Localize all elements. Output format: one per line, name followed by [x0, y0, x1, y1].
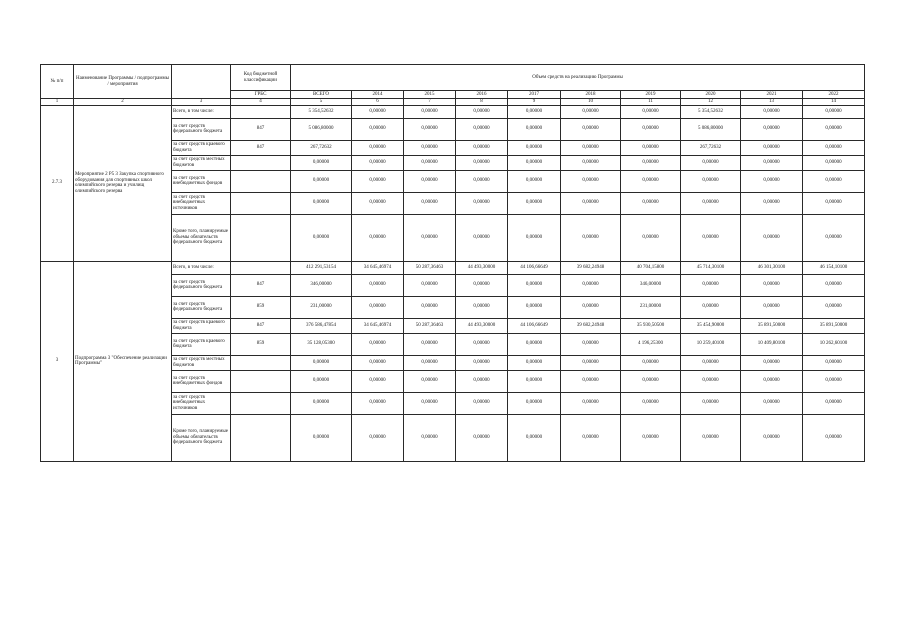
- value-year: 0,00000: [681, 355, 741, 370]
- column-index: 12: [681, 99, 741, 106]
- funding-source: за счет средств внебюджетных источников: [172, 392, 231, 414]
- value-year: 0,00000: [741, 105, 803, 118]
- value-year: 10 409,80100: [741, 333, 803, 355]
- grbs-code: [231, 355, 291, 370]
- value-year: 0,00000: [404, 140, 456, 155]
- value-year: 0,00000: [741, 296, 803, 318]
- value-year: 0,00000: [561, 355, 621, 370]
- value-year: 0,00000: [803, 192, 865, 214]
- value-year: 0,00000: [803, 296, 865, 318]
- table-row: [41, 261, 865, 274]
- value-year: 0,00000: [352, 170, 404, 192]
- grbs-code: 859: [231, 333, 291, 355]
- header-year: 2018: [561, 91, 621, 99]
- value-year: 0,00000: [508, 140, 561, 155]
- table-row: [41, 105, 865, 118]
- value-year: 10 259,40100: [681, 333, 741, 355]
- value-year: 0,00000: [352, 392, 404, 414]
- value-year: 45 714,30100: [681, 261, 741, 274]
- value-year: 0,00000: [741, 214, 803, 261]
- value-total: 346,00000: [291, 274, 352, 296]
- header-grbs: ГРБС: [231, 91, 291, 99]
- funding-source: за счет средств федерального бюджета: [172, 274, 231, 296]
- value-year: 0,00000: [508, 355, 561, 370]
- value-year: 0,00000: [456, 105, 508, 118]
- value-year: 0,00000: [508, 155, 561, 170]
- value-year: 0,00000: [456, 333, 508, 355]
- value-year: 0,00000: [561, 170, 621, 192]
- value-year: 0,00000: [803, 414, 865, 461]
- value-year: 0,00000: [561, 118, 621, 140]
- value-year: 0,00000: [803, 170, 865, 192]
- value-year: 0,00000: [456, 392, 508, 414]
- funding-source: Всего, в том числе:: [172, 261, 231, 274]
- value-year: 0,00000: [508, 192, 561, 214]
- value-year: 0,00000: [803, 370, 865, 392]
- value-year: 0,00000: [352, 333, 404, 355]
- value-year: 0,00000: [404, 414, 456, 461]
- value-year: 0,00000: [803, 392, 865, 414]
- value-year: 0,00000: [561, 140, 621, 155]
- value-year: 0,00000: [404, 333, 456, 355]
- value-year: 0,00000: [456, 155, 508, 170]
- funding-source: за счет средств внебюджетных фондов: [172, 370, 231, 392]
- value-year: 0,00000: [508, 105, 561, 118]
- grbs-code: 859: [231, 296, 291, 318]
- section-number: 3: [41, 261, 74, 461]
- value-year: 0,00000: [621, 392, 681, 414]
- value-year: 0,00000: [561, 392, 621, 414]
- value-total: 0,00000: [291, 214, 352, 261]
- header-year: 2022: [803, 91, 865, 99]
- grbs-code: [231, 170, 291, 192]
- value-year: 0,00000: [508, 296, 561, 318]
- value-year: 0,00000: [621, 170, 681, 192]
- value-year: 231,00000: [621, 296, 681, 318]
- value-total: 0,00000: [291, 155, 352, 170]
- section-name: Мероприятие 2 Р5 3 Закупка спортивного оборудования для спортивных школ олимпийского резерва и училищ олимпийского резерва: [74, 105, 172, 261]
- value-year: 0,00000: [352, 274, 404, 296]
- value-year: 0,00000: [803, 274, 865, 296]
- value-total: 267,72632: [291, 140, 352, 155]
- value-year: 0,00000: [404, 214, 456, 261]
- funding-source: за счет средств местных бюджетов: [172, 155, 231, 170]
- value-year: 0,00000: [803, 214, 865, 261]
- value-year: 35 891,50000: [803, 318, 865, 333]
- value-year: 0,00000: [456, 274, 508, 296]
- value-year: 40 704,15800: [621, 261, 681, 274]
- header-name: Наименование Программы / подпрограммы / мероприятия: [74, 65, 172, 99]
- value-year: 0,00000: [681, 414, 741, 461]
- value-year: 46 154,10100: [803, 261, 865, 274]
- value-total: 412 291,53154: [291, 261, 352, 274]
- column-index: 9: [508, 99, 561, 106]
- value-year: 39 682,24948: [561, 318, 621, 333]
- value-year: 0,00000: [456, 370, 508, 392]
- value-year: 0,00000: [404, 192, 456, 214]
- value-year: 34 645,46974: [352, 261, 404, 274]
- value-year: 0,00000: [803, 140, 865, 155]
- value-year: 0,00000: [621, 118, 681, 140]
- value-year: 0,00000: [404, 355, 456, 370]
- value-total: 0,00000: [291, 192, 352, 214]
- column-index: 14: [803, 99, 865, 106]
- value-year: 35 891,50000: [741, 318, 803, 333]
- grbs-code: 847: [231, 118, 291, 140]
- value-year: 0,00000: [404, 105, 456, 118]
- value-year: 0,00000: [508, 170, 561, 192]
- value-year: 0,00000: [621, 370, 681, 392]
- value-year: 0,00000: [456, 170, 508, 192]
- header-num: № п/п: [41, 65, 74, 99]
- grbs-code: [231, 414, 291, 461]
- value-year: 0,00000: [404, 370, 456, 392]
- value-year: 44 106,66649: [508, 318, 561, 333]
- section-name: Подпрограмма 3 "Обеспечение реализации Программы": [74, 261, 172, 461]
- funding-source: за счет средств краевого бюджета: [172, 140, 231, 155]
- value-year: 0,00000: [803, 118, 865, 140]
- value-year: 0,00000: [803, 155, 865, 170]
- value-year: 0,00000: [352, 214, 404, 261]
- section-number: 2.7.3: [41, 105, 74, 261]
- value-year: 0,00000: [741, 392, 803, 414]
- value-year: 346,00000: [621, 274, 681, 296]
- column-index: 1: [41, 99, 74, 106]
- column-index: 8: [456, 99, 508, 106]
- grbs-code: 847: [231, 274, 291, 296]
- grbs-code: 847: [231, 318, 291, 333]
- header-code: Код бюджетной классификации: [231, 65, 291, 91]
- column-index: 7: [404, 99, 456, 106]
- value-total: 5 086,80000: [291, 118, 352, 140]
- value-year: 0,00000: [508, 414, 561, 461]
- value-year: 0,00000: [681, 170, 741, 192]
- value-year: 39 682,24948: [561, 261, 621, 274]
- value-year: 0,00000: [508, 392, 561, 414]
- grbs-code: [231, 370, 291, 392]
- value-year: 0,00000: [456, 214, 508, 261]
- value-year: 0,00000: [621, 192, 681, 214]
- value-year: 0,00000: [352, 105, 404, 118]
- value-year: 0,00000: [803, 355, 865, 370]
- funding-source: за счет средств краевого бюджета: [172, 318, 231, 333]
- value-total: 0,00000: [291, 355, 352, 370]
- value-year: 44 106,66649: [508, 261, 561, 274]
- value-year: 0,00000: [456, 296, 508, 318]
- funding-source: за счет средств внебюджетных источников: [172, 192, 231, 214]
- value-year: 0,00000: [741, 274, 803, 296]
- value-year: 0,00000: [741, 192, 803, 214]
- value-year: 0,00000: [621, 140, 681, 155]
- column-index: 4: [231, 99, 291, 106]
- value-year: 0,00000: [456, 355, 508, 370]
- header-year: 2019: [621, 91, 681, 99]
- value-year: 0,00000: [561, 274, 621, 296]
- value-year: 0,00000: [681, 370, 741, 392]
- value-year: 0,00000: [681, 155, 741, 170]
- value-year: 0,00000: [352, 370, 404, 392]
- header-year: 2021: [741, 91, 803, 99]
- value-year: 44 493,30000: [456, 261, 508, 274]
- value-year: 0,00000: [561, 192, 621, 214]
- value-year: 5 086,80000: [681, 118, 741, 140]
- value-year: 0,00000: [352, 140, 404, 155]
- grbs-code: [231, 155, 291, 170]
- value-year: 0,00000: [741, 170, 803, 192]
- value-year: 0,00000: [681, 274, 741, 296]
- funding-source: Кроме того, планируемые объемы обязательств федерального бюджета: [172, 414, 231, 461]
- value-year: 0,00000: [621, 214, 681, 261]
- value-total: 5 354,52632: [291, 105, 352, 118]
- value-year: 0,00000: [621, 105, 681, 118]
- column-index: 13: [741, 99, 803, 106]
- value-year: 10 262,60100: [803, 333, 865, 355]
- value-year: 0,00000: [681, 214, 741, 261]
- funding-source: Кроме того, планируемые объемы обязательств федерального бюджета: [172, 214, 231, 261]
- value-year: 0,00000: [352, 296, 404, 318]
- value-year: 50 287,36463: [404, 318, 456, 333]
- value-total: 0,00000: [291, 370, 352, 392]
- column-index: 3: [172, 99, 231, 106]
- value-year: 0,00000: [508, 118, 561, 140]
- value-total: 0,00000: [291, 392, 352, 414]
- grbs-code: 847: [231, 140, 291, 155]
- value-year: 0,00000: [352, 155, 404, 170]
- funding-source: Всего, в том числе:: [172, 105, 231, 118]
- grbs-code: [231, 214, 291, 261]
- value-year: 50 287,36463: [404, 261, 456, 274]
- value-total: 0,00000: [291, 170, 352, 192]
- value-year: 0,00000: [508, 333, 561, 355]
- grbs-code: [231, 192, 291, 214]
- header-empty: [172, 65, 231, 99]
- funding-source: за счет средств местных бюджетов: [172, 355, 231, 370]
- value-year: 0,00000: [352, 118, 404, 140]
- value-year: 44 493,30000: [456, 318, 508, 333]
- value-year: 0,00000: [681, 192, 741, 214]
- column-index: 11: [621, 99, 681, 106]
- value-year: 0,00000: [404, 296, 456, 318]
- value-year: 0,00000: [621, 414, 681, 461]
- column-index: 5: [291, 99, 352, 106]
- value-year: 0,00000: [456, 140, 508, 155]
- value-year: 35 930,50500: [621, 318, 681, 333]
- value-year: 0,00000: [404, 392, 456, 414]
- value-year: 0,00000: [681, 296, 741, 318]
- value-year: 0,00000: [508, 214, 561, 261]
- column-index: 6: [352, 99, 404, 106]
- value-year: 0,00000: [404, 170, 456, 192]
- value-year: 0,00000: [456, 118, 508, 140]
- value-year: 0,00000: [352, 355, 404, 370]
- value-year: 0,00000: [352, 414, 404, 461]
- value-year: 4 196,25300: [621, 333, 681, 355]
- value-year: 0,00000: [561, 155, 621, 170]
- value-year: 0,00000: [561, 214, 621, 261]
- value-year: 0,00000: [803, 105, 865, 118]
- header-year: 2017: [508, 91, 561, 99]
- value-year: 0,00000: [561, 105, 621, 118]
- budget-table: [40, 64, 865, 462]
- value-year: 0,00000: [741, 118, 803, 140]
- funding-source: за счет средств краевого бюджета: [172, 333, 231, 355]
- value-year: 0,00000: [621, 355, 681, 370]
- funding-source: за счет средств федерального бюджета: [172, 118, 231, 140]
- value-year: 0,00000: [561, 370, 621, 392]
- header-year: 2020: [681, 91, 741, 99]
- funding-source: за счет средств федерального бюджета: [172, 296, 231, 318]
- value-year: 0,00000: [456, 414, 508, 461]
- value-year: 5 354,52632: [681, 105, 741, 118]
- value-year: 0,00000: [741, 370, 803, 392]
- column-index: 2: [74, 99, 172, 106]
- value-total: 376 586,47854: [291, 318, 352, 333]
- value-year: 46 301,30100: [741, 261, 803, 274]
- value-year: 0,00000: [561, 296, 621, 318]
- value-year: 0,00000: [741, 140, 803, 155]
- value-year: 0,00000: [508, 274, 561, 296]
- column-index: 10: [561, 99, 621, 106]
- value-total: 0,00000: [291, 414, 352, 461]
- grbs-code: [231, 105, 291, 118]
- grbs-code: [231, 261, 291, 274]
- header-year: 2014: [352, 91, 404, 99]
- value-year: 0,00000: [741, 414, 803, 461]
- value-year: 0,00000: [561, 333, 621, 355]
- value-year: 0,00000: [404, 155, 456, 170]
- header-total: ВСЕГО: [291, 91, 352, 99]
- header-year: 2015: [404, 91, 456, 99]
- value-year: 0,00000: [741, 155, 803, 170]
- value-year: 0,00000: [621, 155, 681, 170]
- funding-source: за счет средств внебюджетных фондов: [172, 170, 231, 192]
- value-total: 231,00000: [291, 296, 352, 318]
- value-year: 34 645,46974: [352, 318, 404, 333]
- value-year: 0,00000: [561, 414, 621, 461]
- value-year: 267,72632: [681, 140, 741, 155]
- value-total: 35 128,05300: [291, 333, 352, 355]
- grbs-code: [231, 392, 291, 414]
- header-year: 2016: [456, 91, 508, 99]
- value-year: 0,00000: [681, 392, 741, 414]
- value-year: 0,00000: [456, 192, 508, 214]
- header-volume: Объем средств на реализацию Программы: [291, 65, 865, 91]
- value-year: 0,00000: [404, 274, 456, 296]
- value-year: 0,00000: [352, 192, 404, 214]
- value-year: 0,00000: [508, 370, 561, 392]
- value-year: 35 454,90000: [681, 318, 741, 333]
- value-year: 0,00000: [404, 118, 456, 140]
- value-year: 0,00000: [741, 355, 803, 370]
